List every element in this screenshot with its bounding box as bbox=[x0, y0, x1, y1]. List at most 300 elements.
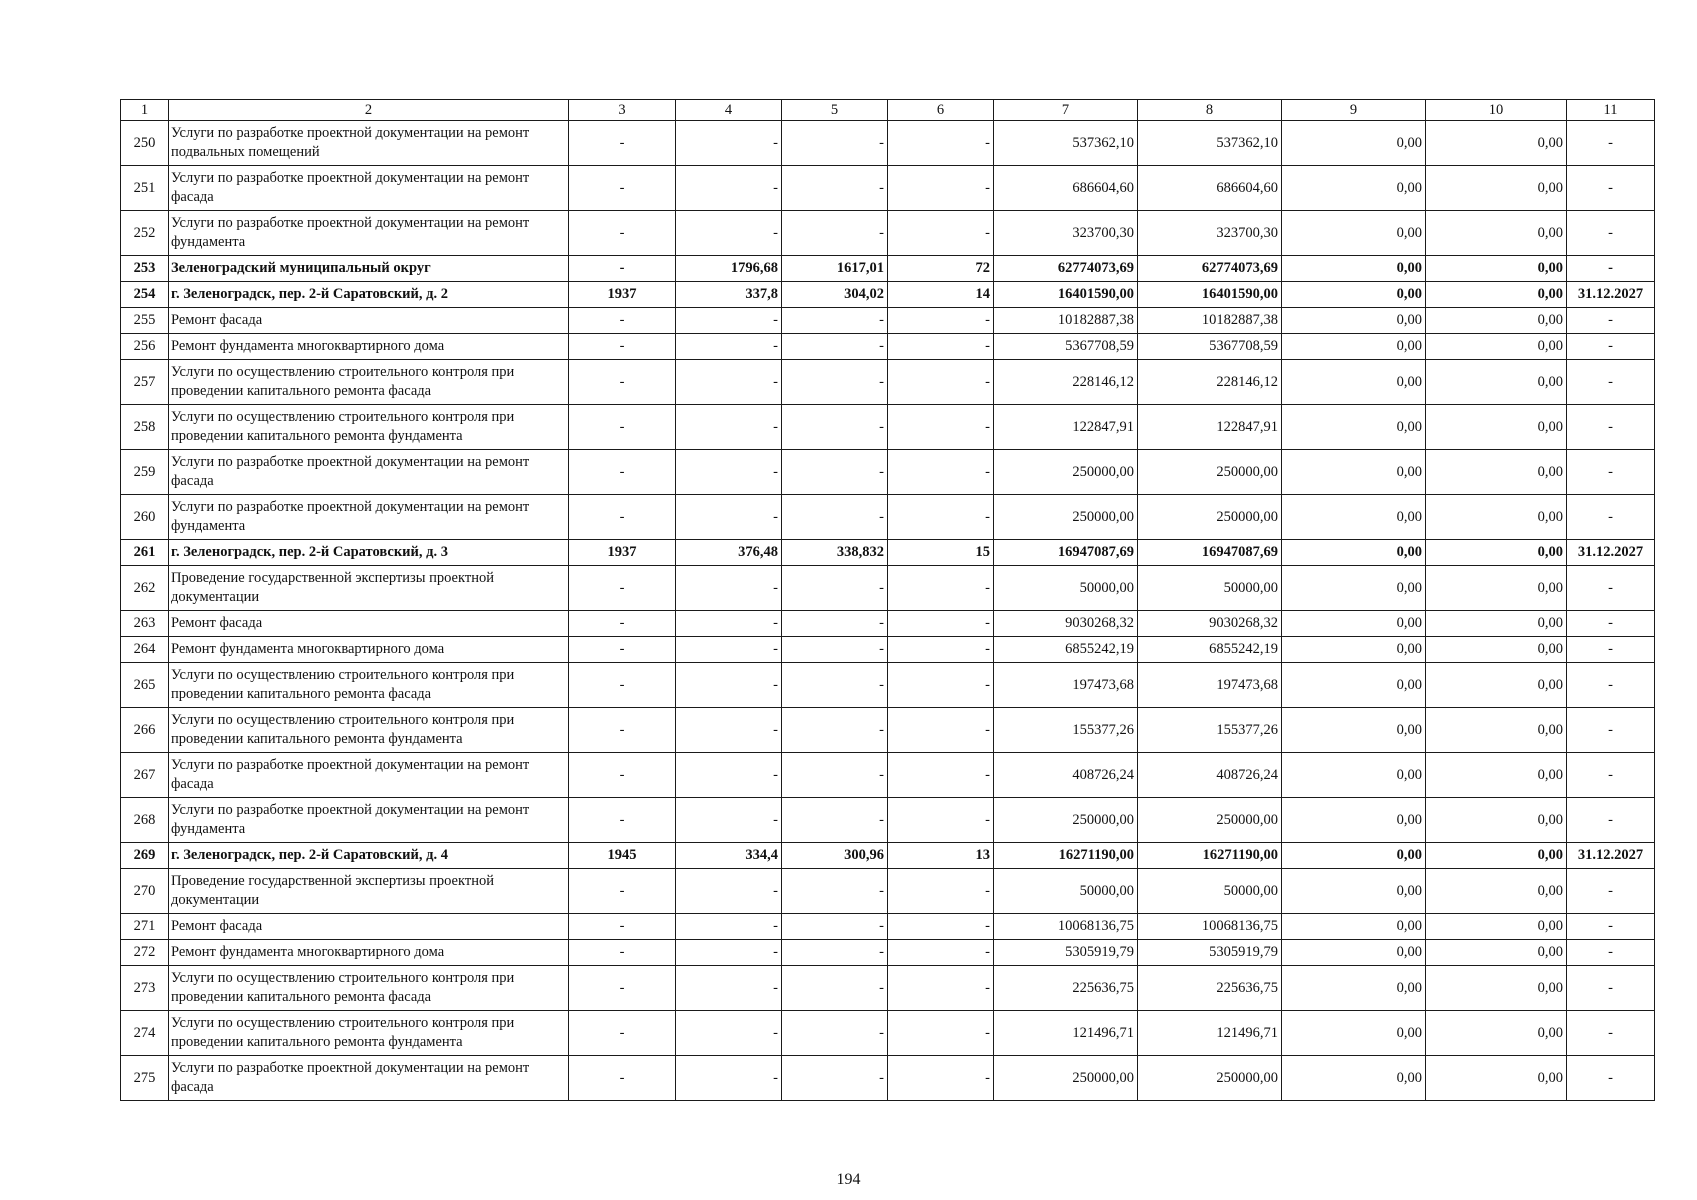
col-5-value: - bbox=[782, 611, 888, 637]
col-5-value: 338,832 bbox=[782, 540, 888, 566]
col-10-value: 0,00 bbox=[1426, 843, 1567, 869]
col-8-value: 5367708,59 bbox=[1138, 334, 1282, 360]
col-5-value: - bbox=[782, 211, 888, 256]
col-7-value: 5305919,79 bbox=[994, 940, 1138, 966]
row-number: 275 bbox=[121, 1056, 169, 1101]
col-6-value: - bbox=[888, 450, 994, 495]
col-5-value: 300,96 bbox=[782, 843, 888, 869]
col-5-value: - bbox=[782, 753, 888, 798]
col-10-value: 0,00 bbox=[1426, 798, 1567, 843]
col-10-value: 0,00 bbox=[1426, 663, 1567, 708]
col-6-value: 14 bbox=[888, 282, 994, 308]
col-4-value: - bbox=[676, 1056, 782, 1101]
col-9-value: 0,00 bbox=[1282, 334, 1426, 360]
col-6-value: - bbox=[888, 1011, 994, 1056]
row-number: 261 bbox=[121, 540, 169, 566]
col-5-value: - bbox=[782, 798, 888, 843]
row-description: Ремонт фундамента многоквартирного дома bbox=[169, 940, 569, 966]
row-description: Услуги по осуществлению строительного контроля при проведении капитального ремонта фундамента bbox=[169, 708, 569, 753]
column-number: 6 bbox=[888, 100, 994, 121]
col-6-value: - bbox=[888, 166, 994, 211]
row-number: 269 bbox=[121, 843, 169, 869]
col-3-value: 1937 bbox=[569, 540, 676, 566]
col-6-value: - bbox=[888, 405, 994, 450]
col-6-value: - bbox=[888, 753, 994, 798]
col-11-value: - bbox=[1567, 914, 1655, 940]
col-5-value: - bbox=[782, 940, 888, 966]
row-number: 273 bbox=[121, 966, 169, 1011]
col-8-value: 197473,68 bbox=[1138, 663, 1282, 708]
col-8-value: 121496,71 bbox=[1138, 1011, 1282, 1056]
row-number: 266 bbox=[121, 708, 169, 753]
col-9-value: 0,00 bbox=[1282, 540, 1426, 566]
col-8-value: 10068136,75 bbox=[1138, 914, 1282, 940]
col-5-value: - bbox=[782, 637, 888, 663]
col-9-value: 0,00 bbox=[1282, 211, 1426, 256]
col-8-value: 9030268,32 bbox=[1138, 611, 1282, 637]
col-4-value: 376,48 bbox=[676, 540, 782, 566]
col-7-value: 155377,26 bbox=[994, 708, 1138, 753]
col-7-value: 9030268,32 bbox=[994, 611, 1138, 637]
col-6-value: - bbox=[888, 495, 994, 540]
col-5-value: - bbox=[782, 450, 888, 495]
column-number: 9 bbox=[1282, 100, 1426, 121]
row-description: Услуги по осуществлению строительного контроля при проведении капитального ремонта фундамента bbox=[169, 405, 569, 450]
col-4-value: - bbox=[676, 914, 782, 940]
table-row bbox=[121, 121, 1655, 166]
col-3-value: - bbox=[569, 940, 676, 966]
table-row-subtotal bbox=[121, 843, 1655, 869]
col-9-value: 0,00 bbox=[1282, 121, 1426, 166]
col-11-value: - bbox=[1567, 166, 1655, 211]
col-7-value: 537362,10 bbox=[994, 121, 1138, 166]
col-6-value: - bbox=[888, 966, 994, 1011]
col-4-value: - bbox=[676, 869, 782, 914]
col-11-value: - bbox=[1567, 1011, 1655, 1056]
col-4-value: - bbox=[676, 450, 782, 495]
col-9-value: 0,00 bbox=[1282, 843, 1426, 869]
col-10-value: 0,00 bbox=[1426, 1011, 1567, 1056]
row-description: Услуги по осуществлению строительного контроля при проведении капитального ремонта фасада bbox=[169, 663, 569, 708]
column-number: 7 bbox=[994, 100, 1138, 121]
col-5-value: - bbox=[782, 334, 888, 360]
col-6-value: - bbox=[888, 611, 994, 637]
col-9-value: 0,00 bbox=[1282, 753, 1426, 798]
row-number: 255 bbox=[121, 308, 169, 334]
table-row bbox=[121, 663, 1655, 708]
col-5-value: - bbox=[782, 869, 888, 914]
col-3-value: - bbox=[569, 308, 676, 334]
col-8-value: 16947087,69 bbox=[1138, 540, 1282, 566]
row-number: 263 bbox=[121, 611, 169, 637]
col-8-value: 250000,00 bbox=[1138, 450, 1282, 495]
col-6-value: - bbox=[888, 914, 994, 940]
row-description: Проведение государственной экспертизы проектной документации bbox=[169, 869, 569, 914]
table-row bbox=[121, 1056, 1655, 1101]
row-number: 272 bbox=[121, 940, 169, 966]
col-5-value: - bbox=[782, 966, 888, 1011]
col-4-value: 1796,68 bbox=[676, 256, 782, 282]
col-5-value: - bbox=[782, 360, 888, 405]
col-3-value: - bbox=[569, 566, 676, 611]
col-3-value: - bbox=[569, 708, 676, 753]
col-3-value: 1945 bbox=[569, 843, 676, 869]
table-row bbox=[121, 211, 1655, 256]
col-10-value: 0,00 bbox=[1426, 940, 1567, 966]
col-5-value: - bbox=[782, 166, 888, 211]
col-3-value: - bbox=[569, 450, 676, 495]
col-3-value: - bbox=[569, 798, 676, 843]
row-description: Ремонт фасада bbox=[169, 914, 569, 940]
col-8-value: 250000,00 bbox=[1138, 1056, 1282, 1101]
col-11-value: - bbox=[1567, 708, 1655, 753]
col-11-value: - bbox=[1567, 495, 1655, 540]
col-6-value: - bbox=[888, 798, 994, 843]
row-description: г. Зеленоградск, пер. 2-й Саратовский, д. 3 bbox=[169, 540, 569, 566]
col-5-value: - bbox=[782, 1056, 888, 1101]
col-3-value: - bbox=[569, 495, 676, 540]
col-4-value: - bbox=[676, 405, 782, 450]
col-9-value: 0,00 bbox=[1282, 360, 1426, 405]
col-9-value: 0,00 bbox=[1282, 798, 1426, 843]
col-8-value: 228146,12 bbox=[1138, 360, 1282, 405]
col-5-value: - bbox=[782, 495, 888, 540]
col-6-value: - bbox=[888, 566, 994, 611]
col-9-value: 0,00 bbox=[1282, 869, 1426, 914]
col-10-value: 0,00 bbox=[1426, 637, 1567, 663]
row-number: 254 bbox=[121, 282, 169, 308]
col-4-value: 334,4 bbox=[676, 843, 782, 869]
row-number: 251 bbox=[121, 166, 169, 211]
col-9-value: 0,00 bbox=[1282, 495, 1426, 540]
col-7-value: 10182887,38 bbox=[994, 308, 1138, 334]
row-description: Ремонт фундамента многоквартирного дома bbox=[169, 334, 569, 360]
col-3-value: - bbox=[569, 914, 676, 940]
col-11-value: - bbox=[1567, 1056, 1655, 1101]
col-8-value: 50000,00 bbox=[1138, 869, 1282, 914]
col-5-value: - bbox=[782, 308, 888, 334]
row-description: Ремонт фундамента многоквартирного дома bbox=[169, 637, 569, 663]
col-9-value: 0,00 bbox=[1282, 1056, 1426, 1101]
table-row-subtotal bbox=[121, 256, 1655, 282]
col-4-value: - bbox=[676, 166, 782, 211]
table-body bbox=[121, 121, 1655, 1101]
col-9-value: 0,00 bbox=[1282, 611, 1426, 637]
col-10-value: 0,00 bbox=[1426, 914, 1567, 940]
col-3-value: - bbox=[569, 211, 676, 256]
col-3-value: - bbox=[569, 637, 676, 663]
col-11-value: - bbox=[1567, 663, 1655, 708]
col-9-value: 0,00 bbox=[1282, 566, 1426, 611]
col-3-value: - bbox=[569, 753, 676, 798]
col-10-value: 0,00 bbox=[1426, 308, 1567, 334]
col-4-value: - bbox=[676, 611, 782, 637]
col-7-value: 6855242,19 bbox=[994, 637, 1138, 663]
col-8-value: 408726,24 bbox=[1138, 753, 1282, 798]
col-3-value: - bbox=[569, 334, 676, 360]
row-number: 268 bbox=[121, 798, 169, 843]
col-8-value: 250000,00 bbox=[1138, 495, 1282, 540]
row-description: Услуги по разработке проектной документации на ремонт фундамента bbox=[169, 495, 569, 540]
col-6-value: - bbox=[888, 1056, 994, 1101]
col-6-value: - bbox=[888, 663, 994, 708]
table-row bbox=[121, 308, 1655, 334]
row-description: Ремонт фасада bbox=[169, 611, 569, 637]
col-9-value: 0,00 bbox=[1282, 940, 1426, 966]
row-description: Услуги по осуществлению строительного контроля при проведении капитального ремонта фасада bbox=[169, 966, 569, 1011]
col-4-value: - bbox=[676, 1011, 782, 1056]
col-11-value: - bbox=[1567, 637, 1655, 663]
col-10-value: 0,00 bbox=[1426, 611, 1567, 637]
col-5-value: - bbox=[782, 405, 888, 450]
table-row bbox=[121, 869, 1655, 914]
column-number: 3 bbox=[569, 100, 676, 121]
col-7-value: 62774073,69 bbox=[994, 256, 1138, 282]
col-3-value: - bbox=[569, 1011, 676, 1056]
col-9-value: 0,00 bbox=[1282, 405, 1426, 450]
col-11-value: 31.12.2027 bbox=[1567, 843, 1655, 869]
col-7-value: 122847,91 bbox=[994, 405, 1138, 450]
col-4-value: - bbox=[676, 308, 782, 334]
col-5-value: - bbox=[782, 566, 888, 611]
row-description: Услуги по разработке проектной документации на ремонт фасада bbox=[169, 450, 569, 495]
col-11-value: - bbox=[1567, 566, 1655, 611]
col-7-value: 250000,00 bbox=[994, 1056, 1138, 1101]
col-10-value: 0,00 bbox=[1426, 966, 1567, 1011]
col-10-value: 0,00 bbox=[1426, 869, 1567, 914]
budget-table-container bbox=[120, 99, 1654, 1101]
column-number: 1 bbox=[121, 100, 169, 121]
col-9-value: 0,00 bbox=[1282, 708, 1426, 753]
col-11-value: - bbox=[1567, 798, 1655, 843]
table-row bbox=[121, 360, 1655, 405]
col-8-value: 6855242,19 bbox=[1138, 637, 1282, 663]
col-11-value: - bbox=[1567, 450, 1655, 495]
col-11-value: - bbox=[1567, 753, 1655, 798]
col-10-value: 0,00 bbox=[1426, 211, 1567, 256]
col-7-value: 408726,24 bbox=[994, 753, 1138, 798]
table-row bbox=[121, 940, 1655, 966]
row-description: Услуги по разработке проектной документации на ремонт подвальных помещений bbox=[169, 121, 569, 166]
col-10-value: 0,00 bbox=[1426, 753, 1567, 798]
col-4-value: - bbox=[676, 360, 782, 405]
col-7-value: 10068136,75 bbox=[994, 914, 1138, 940]
row-number: 262 bbox=[121, 566, 169, 611]
col-10-value: 0,00 bbox=[1426, 540, 1567, 566]
row-number: 256 bbox=[121, 334, 169, 360]
column-number-row bbox=[121, 100, 1655, 121]
col-3-value: - bbox=[569, 360, 676, 405]
row-number: 252 bbox=[121, 211, 169, 256]
row-description: Ремонт фасада bbox=[169, 308, 569, 334]
col-8-value: 225636,75 bbox=[1138, 966, 1282, 1011]
col-11-value: - bbox=[1567, 611, 1655, 637]
col-6-value: - bbox=[888, 637, 994, 663]
col-7-value: 250000,00 bbox=[994, 495, 1138, 540]
table-row bbox=[121, 637, 1655, 663]
col-6-value: - bbox=[888, 334, 994, 360]
row-description: Услуги по осуществлению строительного контроля при проведении капитального ремонта фундамента bbox=[169, 1011, 569, 1056]
col-6-value: - bbox=[888, 940, 994, 966]
col-8-value: 323700,30 bbox=[1138, 211, 1282, 256]
col-6-value: - bbox=[888, 869, 994, 914]
col-3-value: - bbox=[569, 405, 676, 450]
row-number: 259 bbox=[121, 450, 169, 495]
row-number: 253 bbox=[121, 256, 169, 282]
col-7-value: 197473,68 bbox=[994, 663, 1138, 708]
table-row bbox=[121, 450, 1655, 495]
col-11-value: - bbox=[1567, 211, 1655, 256]
table-row bbox=[121, 405, 1655, 450]
table-row bbox=[121, 334, 1655, 360]
col-10-value: 0,00 bbox=[1426, 166, 1567, 211]
row-description: Услуги по осуществлению строительного контроля при проведении капитального ремонта фасада bbox=[169, 360, 569, 405]
col-9-value: 0,00 bbox=[1282, 637, 1426, 663]
row-description: Услуги по разработке проектной документации на ремонт фундамента bbox=[169, 211, 569, 256]
col-7-value: 16947087,69 bbox=[994, 540, 1138, 566]
col-5-value: - bbox=[782, 121, 888, 166]
row-description: Услуги по разработке проектной документации на ремонт фасада bbox=[169, 753, 569, 798]
col-5-value: - bbox=[782, 708, 888, 753]
col-10-value: 0,00 bbox=[1426, 1056, 1567, 1101]
col-8-value: 5305919,79 bbox=[1138, 940, 1282, 966]
col-3-value: - bbox=[569, 256, 676, 282]
col-5-value: - bbox=[782, 1011, 888, 1056]
col-11-value: - bbox=[1567, 121, 1655, 166]
col-10-value: 0,00 bbox=[1426, 708, 1567, 753]
table-row bbox=[121, 798, 1655, 843]
table-row-subtotal bbox=[121, 282, 1655, 308]
row-number: 257 bbox=[121, 360, 169, 405]
col-8-value: 155377,26 bbox=[1138, 708, 1282, 753]
col-4-value: - bbox=[676, 798, 782, 843]
col-8-value: 16401590,00 bbox=[1138, 282, 1282, 308]
col-5-value: 1617,01 bbox=[782, 256, 888, 282]
col-10-value: 0,00 bbox=[1426, 282, 1567, 308]
page-number: 194 bbox=[836, 1171, 861, 1188]
row-number: 250 bbox=[121, 121, 169, 166]
col-10-value: 0,00 bbox=[1426, 121, 1567, 166]
col-6-value: - bbox=[888, 211, 994, 256]
col-7-value: 5367708,59 bbox=[994, 334, 1138, 360]
col-3-value: - bbox=[569, 869, 676, 914]
col-7-value: 225636,75 bbox=[994, 966, 1138, 1011]
col-11-value: - bbox=[1567, 869, 1655, 914]
col-10-value: 0,00 bbox=[1426, 256, 1567, 282]
col-9-value: 0,00 bbox=[1282, 166, 1426, 211]
col-4-value: - bbox=[676, 334, 782, 360]
col-4-value: - bbox=[676, 495, 782, 540]
col-8-value: 16271190,00 bbox=[1138, 843, 1282, 869]
row-number: 267 bbox=[121, 753, 169, 798]
table-row bbox=[121, 566, 1655, 611]
col-9-value: 0,00 bbox=[1282, 914, 1426, 940]
col-7-value: 250000,00 bbox=[994, 450, 1138, 495]
row-number: 265 bbox=[121, 663, 169, 708]
col-11-value: 31.12.2027 bbox=[1567, 282, 1655, 308]
col-4-value: - bbox=[676, 566, 782, 611]
col-6-value: - bbox=[888, 308, 994, 334]
column-number: 8 bbox=[1138, 100, 1282, 121]
col-11-value: - bbox=[1567, 360, 1655, 405]
col-8-value: 10182887,38 bbox=[1138, 308, 1282, 334]
col-7-value: 686604,60 bbox=[994, 166, 1138, 211]
table-row bbox=[121, 1011, 1655, 1056]
col-6-value: - bbox=[888, 121, 994, 166]
row-number: 271 bbox=[121, 914, 169, 940]
table-row bbox=[121, 611, 1655, 637]
col-3-value: - bbox=[569, 966, 676, 1011]
col-4-value: - bbox=[676, 966, 782, 1011]
col-11-value: 31.12.2027 bbox=[1567, 540, 1655, 566]
col-4-value: - bbox=[676, 663, 782, 708]
col-3-value: - bbox=[569, 1056, 676, 1101]
col-4-value: - bbox=[676, 121, 782, 166]
col-6-value: 15 bbox=[888, 540, 994, 566]
col-9-value: 0,00 bbox=[1282, 308, 1426, 334]
col-9-value: 0,00 bbox=[1282, 256, 1426, 282]
col-8-value: 50000,00 bbox=[1138, 566, 1282, 611]
row-description: Услуги по разработке проектной документации на ремонт фундамента bbox=[169, 798, 569, 843]
row-description: г. Зеленоградск, пер. 2-й Саратовский, д. 4 bbox=[169, 843, 569, 869]
table-row bbox=[121, 166, 1655, 211]
col-10-value: 0,00 bbox=[1426, 360, 1567, 405]
col-4-value: - bbox=[676, 940, 782, 966]
col-11-value: - bbox=[1567, 308, 1655, 334]
row-number: 270 bbox=[121, 869, 169, 914]
col-3-value: - bbox=[569, 663, 676, 708]
col-9-value: 0,00 bbox=[1282, 450, 1426, 495]
col-8-value: 62774073,69 bbox=[1138, 256, 1282, 282]
col-8-value: 250000,00 bbox=[1138, 798, 1282, 843]
col-8-value: 537362,10 bbox=[1138, 121, 1282, 166]
table-row bbox=[121, 495, 1655, 540]
row-number: 264 bbox=[121, 637, 169, 663]
col-6-value: 13 bbox=[888, 843, 994, 869]
col-9-value: 0,00 bbox=[1282, 966, 1426, 1011]
col-11-value: - bbox=[1567, 256, 1655, 282]
col-7-value: 228146,12 bbox=[994, 360, 1138, 405]
col-3-value: 1937 bbox=[569, 282, 676, 308]
col-8-value: 686604,60 bbox=[1138, 166, 1282, 211]
column-number: 10 bbox=[1426, 100, 1567, 121]
col-10-value: 0,00 bbox=[1426, 334, 1567, 360]
row-number: 258 bbox=[121, 405, 169, 450]
col-6-value: - bbox=[888, 360, 994, 405]
col-11-value: - bbox=[1567, 940, 1655, 966]
table-row bbox=[121, 708, 1655, 753]
col-8-value: 122847,91 bbox=[1138, 405, 1282, 450]
col-9-value: 0,00 bbox=[1282, 1011, 1426, 1056]
table-row bbox=[121, 966, 1655, 1011]
col-3-value: - bbox=[569, 611, 676, 637]
col-4-value: - bbox=[676, 637, 782, 663]
col-6-value: 72 bbox=[888, 256, 994, 282]
table-row bbox=[121, 914, 1655, 940]
row-description: Зеленоградский муниципальный округ bbox=[169, 256, 569, 282]
column-number: 11 bbox=[1567, 100, 1655, 121]
column-number: 2 bbox=[169, 100, 569, 121]
col-7-value: 323700,30 bbox=[994, 211, 1138, 256]
col-3-value: - bbox=[569, 121, 676, 166]
row-description: Услуги по разработке проектной документации на ремонт фасада bbox=[169, 166, 569, 211]
col-11-value: - bbox=[1567, 334, 1655, 360]
row-description: Проведение государственной экспертизы проектной документации bbox=[169, 566, 569, 611]
col-4-value: - bbox=[676, 211, 782, 256]
row-number: 260 bbox=[121, 495, 169, 540]
col-7-value: 250000,00 bbox=[994, 798, 1138, 843]
row-description: г. Зеленоградск, пер. 2-й Саратовский, д. 2 bbox=[169, 282, 569, 308]
